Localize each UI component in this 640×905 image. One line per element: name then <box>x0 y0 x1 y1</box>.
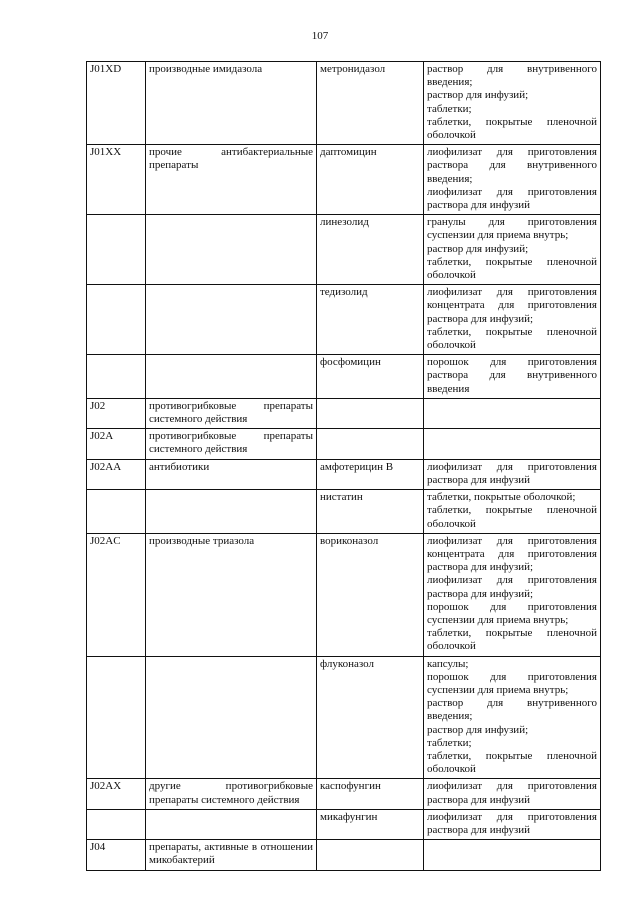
dosage-form-item: лиофилизат для приготовления концентрата для приготовления раствора для инфузий; <box>427 534 597 574</box>
drug-name-cell: микафунгин <box>317 809 424 839</box>
drug-name-cell: нистатин <box>317 490 424 534</box>
dosage-form-item: раствор для инфузий; <box>427 242 529 255</box>
dosage-forms-cell <box>424 779 601 809</box>
pharmacological-group-cell <box>146 656 317 779</box>
atc-code-cell <box>87 809 146 839</box>
dosage-forms-cell <box>424 533 601 656</box>
atc-code-cell <box>87 355 146 399</box>
dosage-form-item: лиофилизат для приготовления раствора для инфузий; <box>427 574 597 600</box>
atc-code-cell: J01XD <box>87 62 146 145</box>
dosage-forms-cell <box>424 809 601 839</box>
dosage-forms-cell <box>424 656 601 779</box>
dosage-form-item: гранулы для приготовления суспензии для приема внутрь; <box>427 216 597 242</box>
atc-code-cell <box>87 490 146 534</box>
dosage-forms-cell <box>424 459 601 489</box>
dosage-form-item: таблетки, покрытые пленочной оболочкой <box>427 325 597 352</box>
atc-code-cell: J02AA <box>87 459 146 489</box>
drug-name-cell <box>317 398 424 428</box>
pharmacological-group-cell <box>146 215 317 285</box>
dosage-form-item: таблетки, покрытые пленочной оболочкой <box>427 255 597 282</box>
atc-code-cell: J01XX <box>87 145 146 215</box>
page-number: 107 <box>311 30 329 42</box>
drug-name-cell: линезолид <box>317 215 424 285</box>
dosage-form-item: таблетки; <box>427 102 472 115</box>
drug-name-cell: вориконазол <box>317 533 424 656</box>
dosage-forms-cell <box>424 285 601 355</box>
pharmacological-group-cell: противогрибковые препараты системного действия <box>146 429 317 459</box>
table-row <box>87 533 601 656</box>
pharmacological-group-cell: препараты, активные в отношении микобактерий <box>146 840 317 870</box>
pharmacological-group-cell: производные триазола <box>146 533 317 656</box>
dosage-form-item: раствор для внутривенного введения; <box>427 697 597 723</box>
drug-name-cell: флуконазол <box>317 656 424 779</box>
dosage-form-item: лиофилизат для приготовления раствора для инфузий <box>427 780 597 806</box>
dosage-form-item: раствор для инфузий; <box>427 723 529 736</box>
dosage-form-item: раствор для внутривенного введения; <box>427 63 597 89</box>
atc-code-cell <box>87 285 146 355</box>
dosage-form-item: лиофилизат для приготовления раствора для внутривенного введения; <box>427 146 597 185</box>
dosage-form-item: порошок для приготовления раствора для внутривенного введения <box>427 356 597 395</box>
drug-name-cell: фосфомицин <box>317 355 424 399</box>
table-row <box>87 490 601 534</box>
dosage-form-item: таблетки, покрытые пленочной оболочкой <box>427 749 597 776</box>
atc-code-cell <box>87 215 146 285</box>
table-row <box>87 215 601 285</box>
dosage-form-item: таблетки, покрытые пленочной оболочкой <box>427 504 597 530</box>
dosage-form-item: лиофилизат для приготовления раствора для инфузий <box>427 460 597 486</box>
table-row <box>87 779 601 809</box>
pharmacological-group-cell: противогрибковые препараты системного действия <box>146 398 317 428</box>
table-row <box>87 145 601 215</box>
dosage-forms-cell <box>424 62 601 145</box>
atc-code-cell: J02 <box>87 398 146 428</box>
dosage-forms-cell <box>424 215 601 285</box>
drug-name-cell <box>317 429 424 459</box>
drug-name-cell: тедизолид <box>317 285 424 355</box>
dosage-forms-cell <box>424 429 601 459</box>
drug-name-cell: метронидазол <box>317 62 424 145</box>
dosage-form-item: капсулы; <box>427 657 469 670</box>
pharmacological-group-cell <box>146 355 317 399</box>
dosage-forms-cell <box>424 145 601 215</box>
pharmacological-group-cell: антибиотики <box>146 459 317 489</box>
drug-name-cell <box>317 840 424 870</box>
pharmacological-group-cell: другие противогрибковые препараты системного действия <box>146 779 317 809</box>
dosage-form-item: таблетки, покрытые пленочной оболочкой <box>427 627 597 653</box>
dosage-form-item: таблетки; <box>427 736 472 749</box>
table-row <box>87 809 601 839</box>
pharmacological-group-cell <box>146 285 317 355</box>
atc-code-cell: J02AC <box>87 533 146 656</box>
dosage-form-item: лиофилизат для приготовления раствора для инфузий <box>427 185 597 212</box>
table-row <box>87 355 601 399</box>
dosage-forms-cell <box>424 355 601 399</box>
pharmacological-group-cell: прочие антибактериальные препараты <box>146 145 317 215</box>
table-row <box>87 62 601 145</box>
dosage-form-item: таблетки, покрытые оболочкой; <box>427 491 576 504</box>
table-row <box>87 429 601 459</box>
dosage-forms-cell <box>424 490 601 534</box>
drug-name-cell: амфотерицин В <box>317 459 424 489</box>
table-row <box>87 285 601 355</box>
drug-name-cell: каспофунгин <box>317 779 424 809</box>
dosage-form-item: порошок для приготовления суспензии для приема внутрь; <box>427 600 597 626</box>
atc-code-cell: J04 <box>87 840 146 870</box>
dosage-form-item: порошок для приготовления суспензии для приема внутрь; <box>427 670 597 696</box>
atc-code-cell: J02A <box>87 429 146 459</box>
pharmacological-group-cell <box>146 490 317 534</box>
pharmacological-group-cell <box>146 809 317 839</box>
table-row <box>87 840 601 870</box>
drug-classification-table <box>86 61 601 871</box>
dosage-forms-cell <box>424 840 601 870</box>
drug-name-cell: даптомицин <box>317 145 424 215</box>
pharmacological-group-cell: производные имидазола <box>146 62 317 145</box>
dosage-forms-cell <box>424 398 601 428</box>
dosage-form-item: лиофилизат для приготовления раствора для инфузий <box>427 810 597 836</box>
table-row <box>87 656 601 779</box>
table-row <box>87 398 601 428</box>
table-row <box>87 459 601 489</box>
dosage-form-item: раствор для инфузий; <box>427 89 529 102</box>
dosage-form-item: таблетки, покрытые пленочной оболочкой <box>427 115 597 142</box>
table-body <box>87 62 601 871</box>
atc-code-cell <box>87 656 146 779</box>
dosage-form-item: лиофилизат для приготовления концентрата для приготовления раствора для инфузий; <box>427 286 597 325</box>
atc-code-cell: J02AX <box>87 779 146 809</box>
